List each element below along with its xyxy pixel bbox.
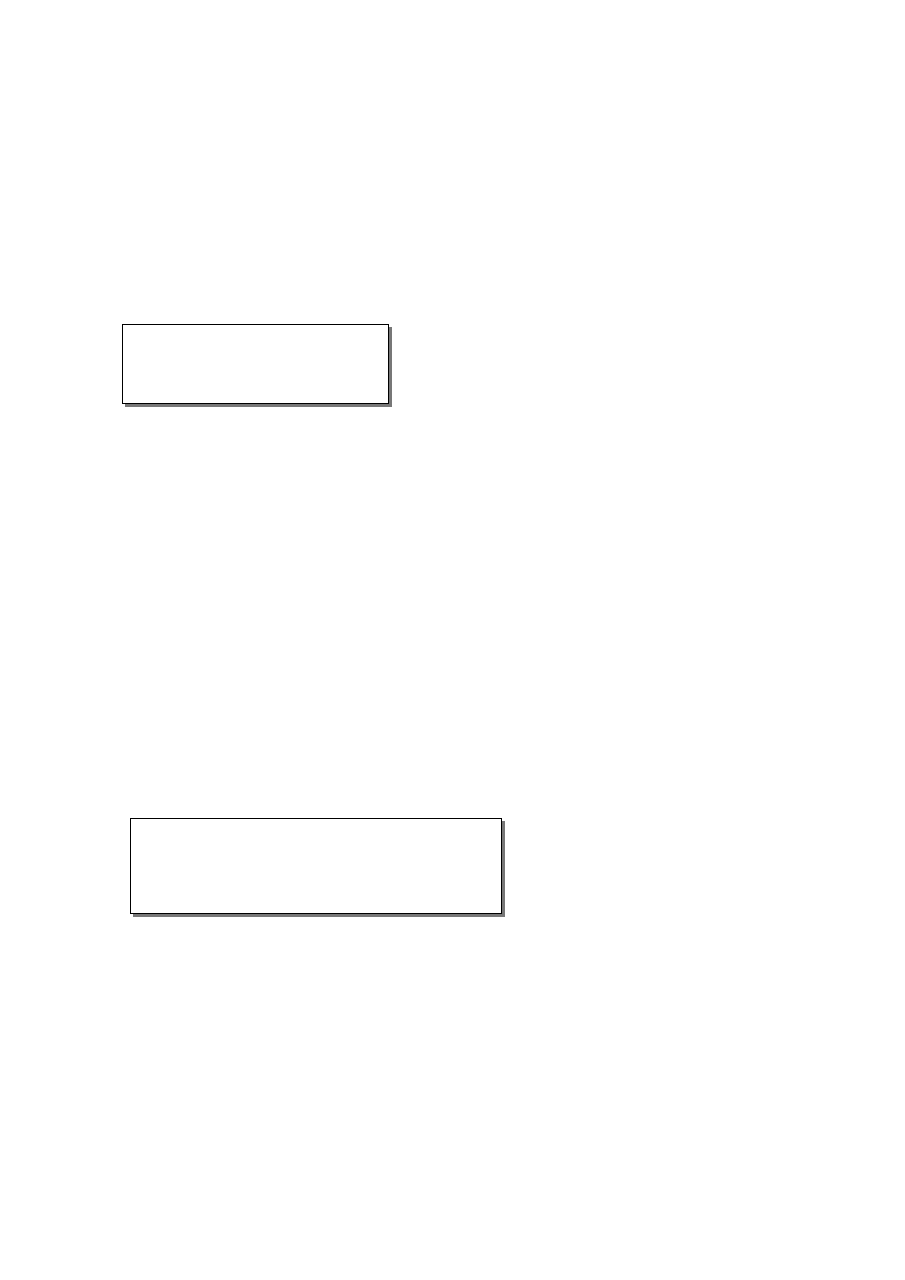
notice-box-exam bbox=[122, 324, 389, 404]
notice-box-art bbox=[130, 818, 502, 914]
